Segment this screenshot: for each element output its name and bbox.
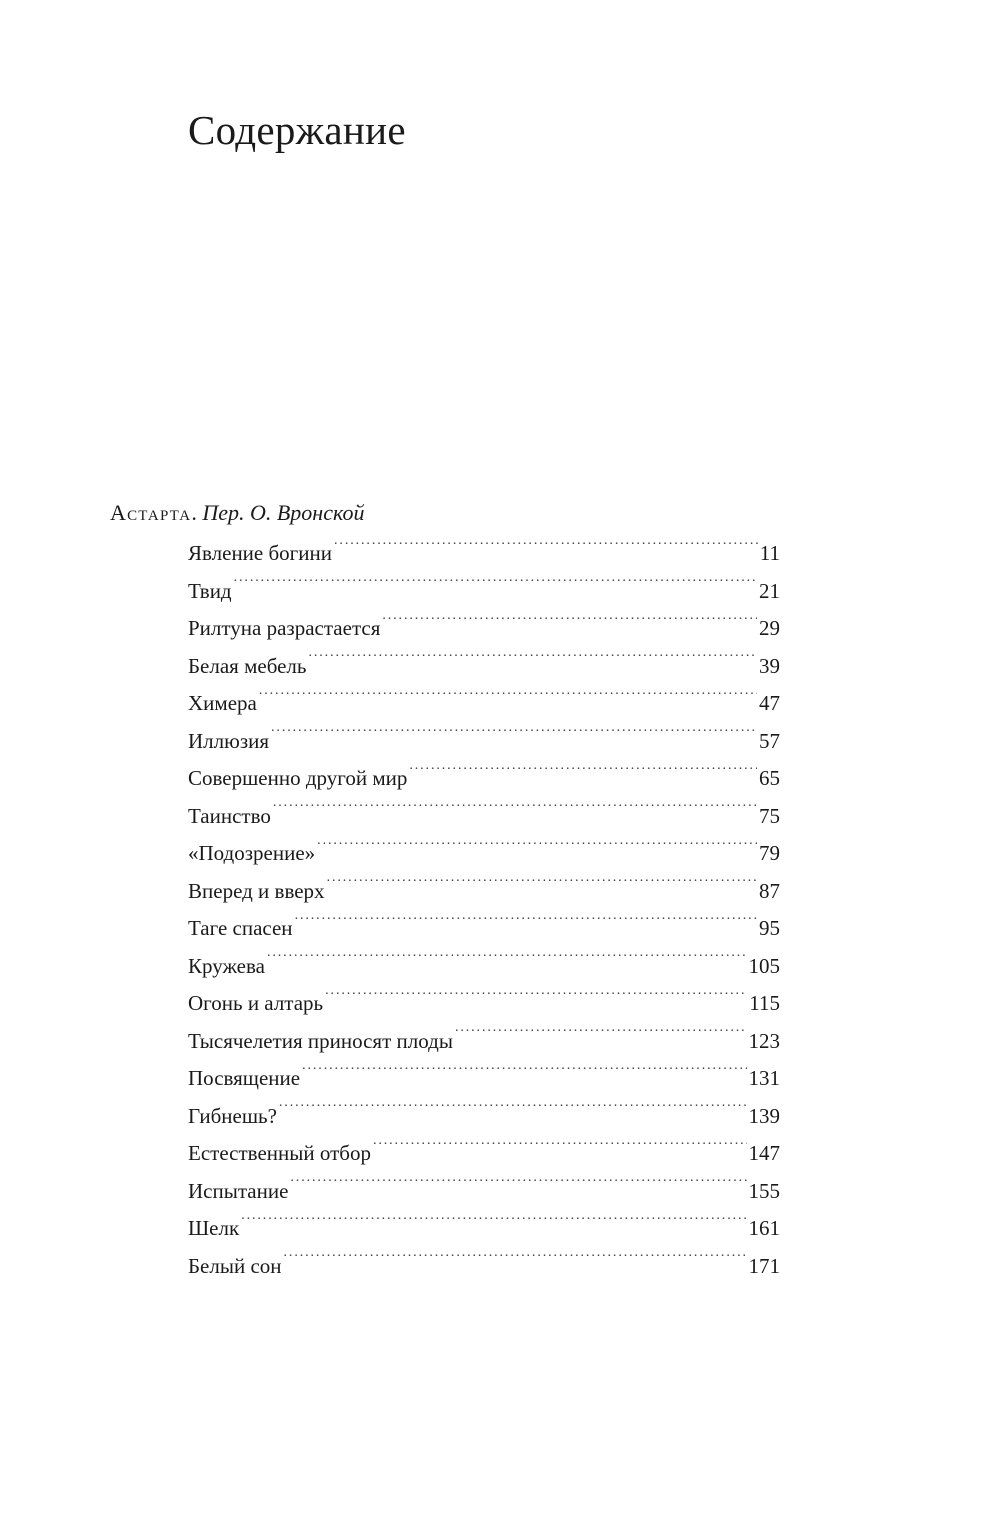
- toc-entry-title: Испытание: [188, 1178, 289, 1203]
- toc-entry-page-number: 123: [748, 1028, 780, 1053]
- page-title: Содержание: [188, 107, 406, 153]
- section-header: [110, 502, 364, 524]
- toc-entry-title: «Подозрение»: [188, 841, 316, 865]
- dot-leader: [234, 577, 757, 598]
- dot-leader: [409, 764, 757, 785]
- toc-entry-title: Химера: [188, 691, 257, 715]
- toc-entry-page-number: 105: [748, 953, 780, 978]
- dot-leader: [325, 989, 747, 1010]
- dot-leader: [267, 952, 747, 973]
- toc-entry-title: Посвящение: [188, 1066, 301, 1090]
- dot-leader: [317, 839, 757, 860]
- section-translator: Пер. О. Вронской: [202, 500, 365, 525]
- toc-entry-title: Совершенно другой мир: [188, 766, 408, 790]
- toc-entry-page-number: 65: [759, 766, 780, 790]
- dot-leader: [382, 614, 757, 635]
- toc-entry-title: Вперед и вверх: [188, 878, 325, 903]
- toc-entry-title: Белый сон: [188, 1253, 282, 1278]
- dot-leader: [373, 1139, 747, 1160]
- toc-entry-title: Шелк: [188, 1216, 240, 1240]
- dot-leader: [308, 652, 757, 673]
- toc-entry[interactable]: [188, 910, 780, 948]
- toc-entry[interactable]: [188, 798, 780, 836]
- toc-entry[interactable]: [188, 610, 780, 648]
- toc-entry[interactable]: [188, 760, 780, 798]
- dot-leader: [455, 1027, 747, 1048]
- toc-entry[interactable]: [188, 1210, 780, 1248]
- toc-entry-title: Иллюзия: [188, 728, 270, 753]
- toc-entry-page-number: 57: [759, 728, 780, 753]
- toc-entry-page-number: 155: [748, 1178, 780, 1203]
- toc-entry-page-number: 29: [759, 616, 780, 640]
- toc-entry-page-number: 39: [759, 653, 780, 678]
- toc-entry-page-number: 87: [759, 878, 780, 903]
- dot-leader: [273, 802, 757, 823]
- toc-entry-page-number: 47: [759, 691, 780, 715]
- toc-entry[interactable]: [188, 948, 780, 986]
- toc-entry[interactable]: [188, 1098, 780, 1136]
- dot-leader: [295, 914, 757, 935]
- toc-entry-title: Таинство: [188, 803, 271, 828]
- section-author: Астарта: [110, 500, 192, 525]
- dot-leader: [271, 727, 757, 748]
- toc-entry[interactable]: [188, 873, 780, 911]
- toc-entry-page-number: 11: [759, 541, 780, 565]
- dot-leader: [302, 1064, 746, 1085]
- toc-entry-page-number: 139: [748, 1103, 780, 1128]
- toc-entry[interactable]: [188, 1173, 780, 1211]
- toc-entry-title: Огонь и алтарь: [188, 991, 324, 1015]
- toc-entry-title: Естественный отбор: [188, 1141, 371, 1165]
- dot-leader: [259, 689, 757, 710]
- toc-entry[interactable]: [188, 1135, 780, 1173]
- toc-entry[interactable]: [188, 573, 780, 611]
- toc-entry[interactable]: [188, 1060, 780, 1098]
- toc-entry[interactable]: [188, 1248, 780, 1286]
- table-of-contents: [188, 535, 780, 1285]
- toc-entry-title: Таге спасен: [188, 916, 293, 940]
- toc-entry-page-number: 171: [748, 1253, 780, 1278]
- toc-entry-title: Гибнешь?: [188, 1103, 277, 1128]
- toc-entry[interactable]: [188, 985, 780, 1023]
- toc-entry-page-number: 95: [759, 916, 780, 940]
- toc-entry[interactable]: [188, 1023, 780, 1061]
- section-separator: .: [191, 500, 203, 525]
- toc-entry-title: Явление богини: [188, 541, 333, 565]
- toc-entry-page-number: 161: [748, 1216, 780, 1240]
- dot-leader: [327, 877, 757, 898]
- dot-leader: [284, 1252, 747, 1273]
- toc-entry-title: Твид: [188, 578, 232, 603]
- toc-entry[interactable]: [188, 835, 780, 873]
- toc-entry-page-number: 131: [748, 1066, 780, 1090]
- toc-entry-title: Тысячелетия приносят плоды: [188, 1028, 453, 1053]
- toc-entry-page-number: 79: [759, 841, 780, 865]
- toc-entry[interactable]: [188, 685, 780, 723]
- toc-entry-page-number: 75: [759, 803, 780, 828]
- dot-leader: [334, 539, 758, 560]
- toc-entry-page-number: 115: [749, 991, 780, 1015]
- toc-entry-page-number: 21: [759, 578, 780, 603]
- toc-entry[interactable]: [188, 648, 780, 686]
- dot-leader: [241, 1214, 746, 1235]
- dot-leader: [279, 1102, 747, 1123]
- toc-entry[interactable]: [188, 535, 780, 573]
- toc-entry[interactable]: [188, 723, 780, 761]
- toc-entry-page-number: 147: [748, 1141, 780, 1165]
- dot-leader: [290, 1177, 746, 1198]
- toc-entry-title: Рилтуна разрастается: [188, 616, 381, 640]
- toc-entry-title: Белая мебель: [188, 653, 307, 678]
- toc-entry-title: Кружева: [188, 953, 265, 978]
